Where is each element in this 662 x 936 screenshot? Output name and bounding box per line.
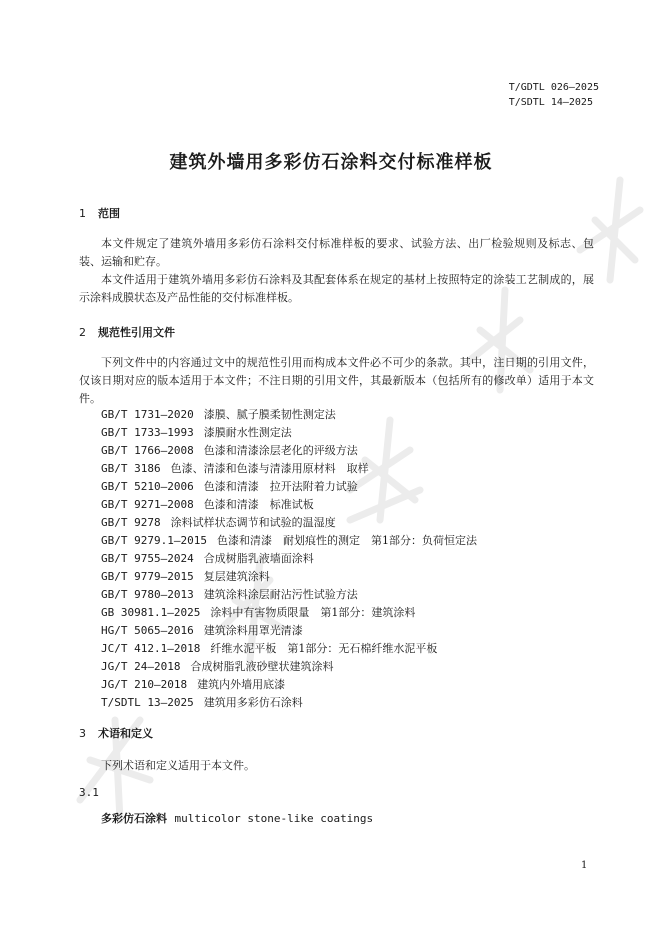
section-3-heading xyxy=(79,725,153,741)
reference-code: GB 30981.1—2025 xyxy=(101,606,201,619)
reference-title: 色漆和清漆 标准试板 xyxy=(203,498,314,511)
reference-code: GB/T 1766—2008 xyxy=(101,444,194,457)
reference-title: 色漆和清漆 耐划痕性的测定 第1部分：负荷恒定法 xyxy=(216,534,477,547)
reference-title: 建筑内外墙用底漆 xyxy=(197,678,286,691)
reference-code: HG/T 5065—2016 xyxy=(101,624,194,637)
reference-item xyxy=(101,640,477,658)
document-title: 建筑外墙用多彩仿石涂料交付标准样板 xyxy=(169,152,493,173)
reference-item xyxy=(101,586,477,604)
reference-item xyxy=(101,694,477,712)
reference-item xyxy=(101,496,477,514)
reference-title: 建筑涂料用罩光清漆 xyxy=(203,624,303,637)
reference-code: GB/T 9755—2024 xyxy=(101,552,194,565)
reference-code: JG/T 210—2018 xyxy=(101,678,188,691)
reference-title: 色漆、清漆和色漆与清漆用原材料 取样 xyxy=(170,462,369,475)
reference-code: GB/T 1731—2020 xyxy=(101,408,194,421)
reference-item xyxy=(101,658,477,676)
standard-code-gdtl: T/GDTL 026—2025 xyxy=(508,82,599,93)
standard-code-sdtl: T/SDTL 14—2025 xyxy=(508,97,593,108)
section-1-number: 1 xyxy=(79,207,86,220)
section-1-heading xyxy=(79,205,120,221)
standard-codes xyxy=(509,80,599,110)
normative-references-list xyxy=(101,406,477,712)
section-3-number: 3 xyxy=(79,727,86,740)
reference-title: 色漆和清漆涂层老化的评级方法 xyxy=(203,444,358,457)
reference-title: 合成树脂乳液墙面涂料 xyxy=(203,552,314,565)
subsection-3-1-number: 3.1 xyxy=(79,786,99,799)
term-chinese: 多彩仿石涂料 xyxy=(101,812,167,825)
reference-item xyxy=(101,550,477,568)
reference-code: GB/T 9271—2008 xyxy=(101,498,194,511)
reference-item xyxy=(101,622,477,640)
reference-item xyxy=(101,424,477,442)
reference-title: 漆膜耐水性测定法 xyxy=(203,426,292,439)
reference-title: 复层建筑涂料 xyxy=(203,570,270,583)
reference-item xyxy=(101,568,477,586)
reference-item xyxy=(101,604,477,622)
reference-code: GB/T 1733—1993 xyxy=(101,426,194,439)
reference-code: JC/T 412.1—2018 xyxy=(101,642,201,655)
reference-item xyxy=(101,460,477,478)
section-2-heading xyxy=(79,324,175,340)
reference-code: JG/T 24—2018 xyxy=(101,660,181,673)
reference-code: GB/T 3186 xyxy=(101,462,161,475)
reference-title: 纤维水泥平板 第1部分：无石棉纤维水泥平板 xyxy=(210,642,438,655)
section-2-number: 2 xyxy=(79,326,86,339)
section-2-intro: 下列文件中的内容通过文中的规范性引用而构成本文件必不可少的条款。其中，注日期的引用文件，仅该日期对应的版本适用于本文件；不注日期的引用文件，其最新版本（包括所有的修改单）适用于本文件。 xyxy=(79,356,594,405)
section-2-title: 规范性引用文件 xyxy=(98,326,175,339)
reference-item xyxy=(101,676,477,694)
section-1-title: 范围 xyxy=(98,207,120,220)
reference-title: 色漆和清漆 拉开法附着力试验 xyxy=(203,480,358,493)
reference-code: GB/T 9278 xyxy=(101,516,161,529)
reference-code: T/SDTL 13—2025 xyxy=(101,696,194,709)
reference-code: GB/T 9279.1—2015 xyxy=(101,534,207,547)
term-3-1 xyxy=(101,810,373,826)
section-1-paragraph-1: 本文件规定了建筑外墙用多彩仿石涂料交付标准样板的要求、试验方法、出厂检验规则及标志、包装、运输和贮存。 xyxy=(79,237,594,268)
reference-item xyxy=(101,532,477,550)
reference-title: 建筑涂料涂层耐沾污性试验方法 xyxy=(203,588,358,601)
reference-item xyxy=(101,478,477,496)
reference-title: 建筑用多彩仿石涂料 xyxy=(203,696,303,709)
reference-code: GB/T 5210—2006 xyxy=(101,480,194,493)
reference-title: 涂料中有害物质限量 第1部分：建筑涂料 xyxy=(210,606,416,619)
reference-item xyxy=(101,514,477,532)
reference-item xyxy=(101,406,477,424)
reference-code: GB/T 9780—2013 xyxy=(101,588,194,601)
reference-title: 合成树脂乳液砂壁状建筑涂料 xyxy=(190,660,334,673)
reference-title: 涂料试样状态调节和试验的温湿度 xyxy=(170,516,336,529)
section-1-paragraph-2: 本文件适用于建筑外墙用多彩仿石涂料及其配套体系在规定的基材上按照特定的涂装工艺制成的，展示涂料成膜状态及产品性能的交付标准样板。 xyxy=(79,273,594,304)
reference-title: 漆膜、腻子膜柔韧性测定法 xyxy=(203,408,336,421)
page-number: 1 xyxy=(581,860,588,871)
section-3-title: 术语和定义 xyxy=(98,727,153,740)
section-3-intro: 下列术语和定义适用于本文件。 xyxy=(101,759,255,772)
reference-code: GB/T 9779—2015 xyxy=(101,570,194,583)
term-english: multicolor stone-like coatings xyxy=(174,812,374,825)
reference-item xyxy=(101,442,477,460)
